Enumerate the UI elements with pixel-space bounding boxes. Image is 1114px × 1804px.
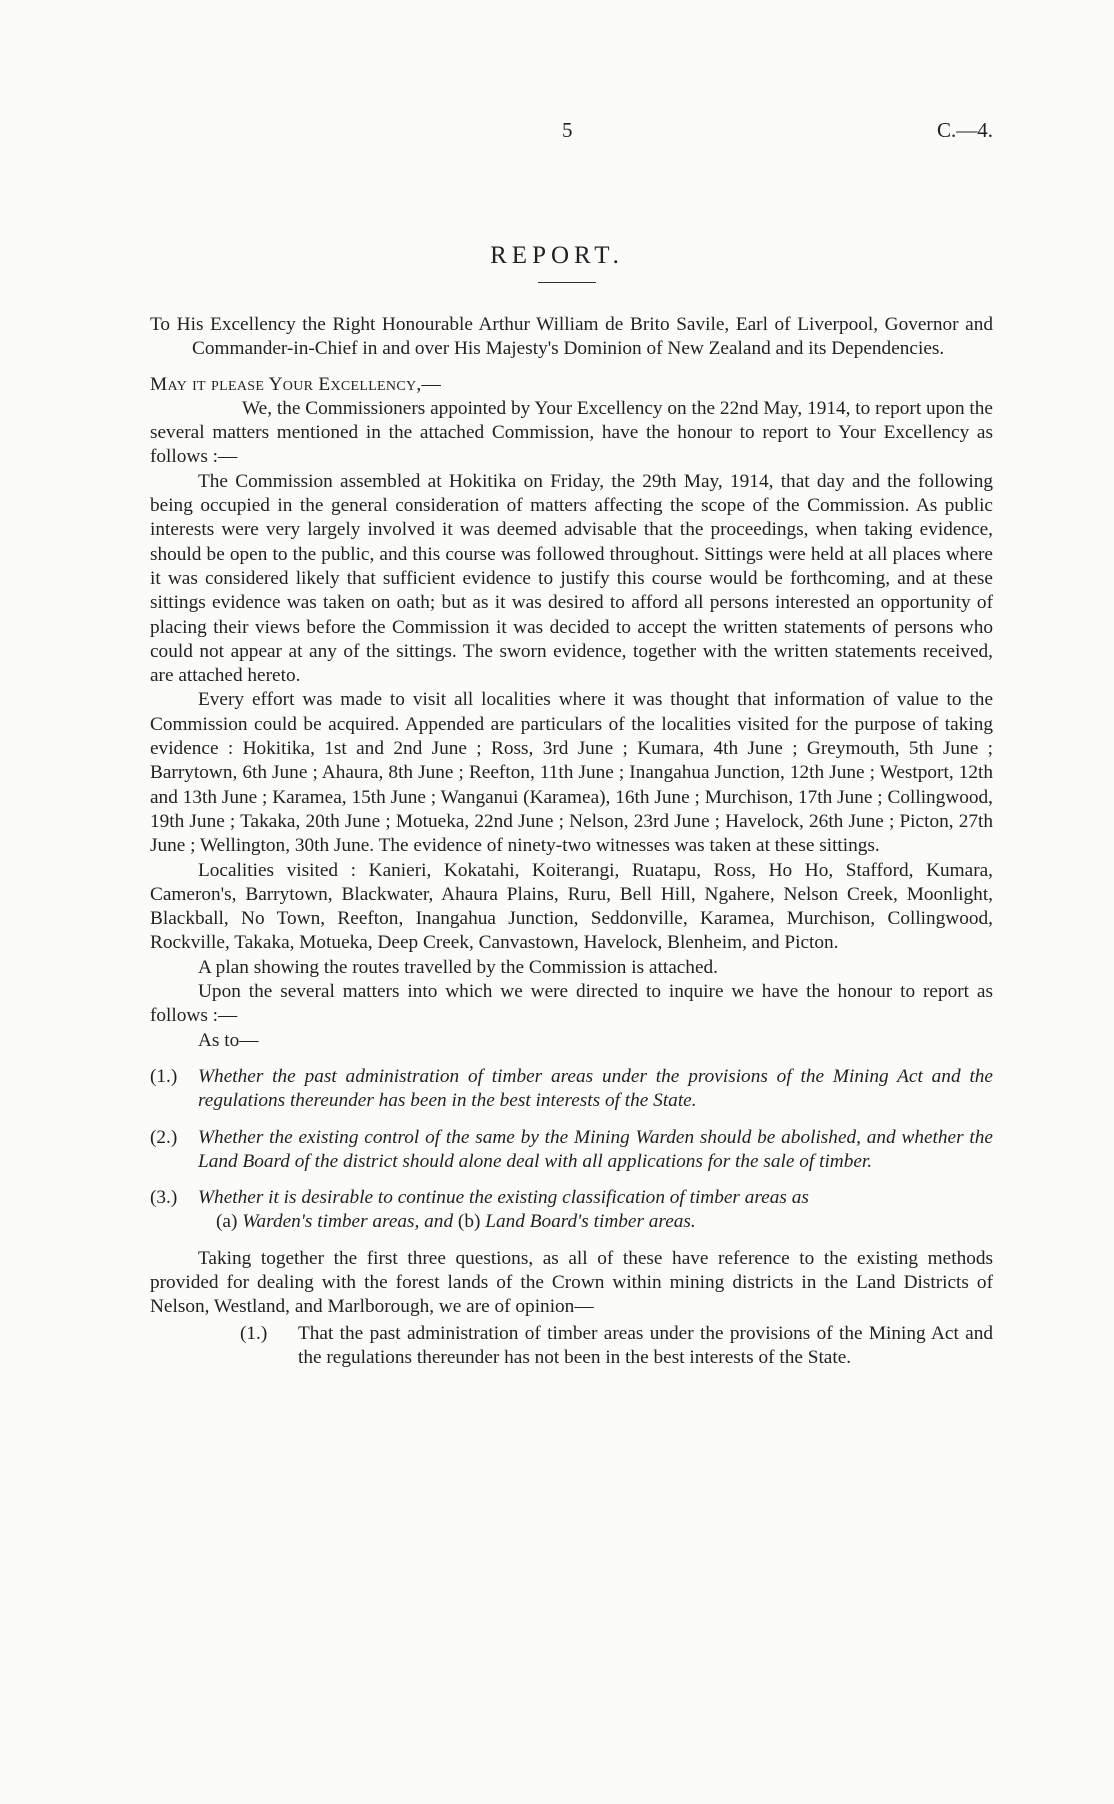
paragraph-1: We, the Commissioners appointed by Your Excellency on the 22nd May, 1914, to report upon the several matters mentioned in the attached Commission, have the honour to report to Your Excellency as follows :— [150, 397, 993, 468]
salutation: May it please Your Excellency,— [150, 373, 442, 395]
paragraph-6: Upon the several matters into which we were directed to inquire we have the honour to report as follows :— [150, 981, 993, 1027]
option-b-label: (b) [457, 1211, 481, 1233]
report-body [150, 313, 993, 1370]
question-number: (3.) [150, 1187, 178, 1209]
question-1 [150, 1065, 993, 1114]
question-text [198, 1186, 993, 1235]
document-reference: C.—4. [937, 118, 994, 142]
question-3-text: Whether it is desirable to continue the existing classification of timber areas as [198, 1187, 809, 1209]
address-line: To His Excellency the Right Honourable Arthur William de Brito Savile, Earl of Liverpool, Governor and Commander-in-Chief in and over His Majesty's Dominion of New Zealand and its Dependencies. [150, 314, 993, 360]
opinion-number: (1.) [240, 1322, 268, 1344]
paragraph-3: Every effort was made to visit all localities where it was thought that information of value to the Commission could be acquired. Appended are particulars of the localities visited for the purpose of taking evidence : Hokitika, 1st and 2nd June ; Ross, 3rd June ; Kumara, 4th June ; Greymouth, 5th June ; Barrytown, 6th June ; Ahaura, 8th June ; Reefton, 11th June ; Inangahua Junction, 12th June ; Westport, 12th and 13th June ; Karamea, 15th June ; Wanganui (Karamea), 16th June ; Murchison, 17th June ; Collingwood, 19th June ; Takaka, 20th June ; Motueka, 22nd June ; Nelson, 23rd June ; Havelock, 26th June ; Picton, 27th June ; Wellington, 30th June. The evidence of ninety-two witnesses was taken at these sittings. [150, 689, 993, 857]
title-rule [538, 282, 596, 283]
opinion-1 [240, 1322, 993, 1371]
question-2 [150, 1126, 993, 1175]
option-b-text: Land Board's timber areas. [485, 1211, 696, 1233]
page-number: 5 [562, 118, 573, 142]
question-text: Whether the existing control of the same by the Mining Warden should be abolished, and whether the Land Board of the district should alone deal with all applications for the sale of timber. [198, 1126, 993, 1172]
question-text: Whether the past administration of timber areas under the provisions of the Mining Act and the regulations thereunder has been in the best interests of the State. [198, 1065, 993, 1112]
paragraph-5: A plan showing the routes travelled by the Commission is attached. [198, 956, 718, 978]
option-a-text: Warden's timber areas, and [242, 1211, 454, 1233]
conclusion-paragraph: Taking together the first three questions, as all of these have reference to the existing methods provided for dealing with the forest lands of the Crown within mining districts in the Land Districts of Nelson, Westland, and Marlborough, we are of opinion— [150, 1247, 993, 1318]
question-3 [150, 1186, 993, 1235]
option-a-label: (a) [216, 1211, 238, 1233]
question-number: (2.) [150, 1126, 178, 1148]
report-title: REPORT. [490, 242, 624, 269]
paragraph-7: As to— [198, 1029, 259, 1051]
opinion-text: That the past administration of timber areas under the provisions of the Mining Act and the regulations thereunder has not been in the best interests of the State. [298, 1322, 993, 1368]
paragraph-2: The Commission assembled at Hokitika on Friday, the 29th May, 1914, that day and the following being occupied in the general consideration of matters affecting the scope of the Commission. As public interests were very largely involved it was deemed advisable that the proceedings, when taking evidence, should be open to the public, and this course was followed throughout. Sittings were held at all places where it was considered likely that sufficient evidence to justify this course would be forthcoming, and at these sittings evidence was taken on oath; but as it was desired to afford all persons interested an opportunity of placing their views before the Commission it was decided to accept the written statements of persons who could not appear at any of the sittings. The sworn evidence, together with the written statements received, are attached hereto. [150, 470, 993, 687]
question-number: (1.) [150, 1065, 178, 1087]
paragraph-4: Localities visited : Kanieri, Kokatahi, Koiterangi, Ruatapu, Ross, Ho Ho, Stafford, Kumara, Cameron's, Barrytown, Blackwater, Ahaura Plains, Ruru, Bell Hill, Ngahere, Nelson Creek, Moonlight, Blackball, No Town, Reefton, Inangahua Junction, Seddonville, Karamea, Murchison, Collingwood, Rockville, Takaka, Motueka, Deep Creek, Canvastown, Havelock, Blenheim, and Picton. [150, 859, 993, 954]
